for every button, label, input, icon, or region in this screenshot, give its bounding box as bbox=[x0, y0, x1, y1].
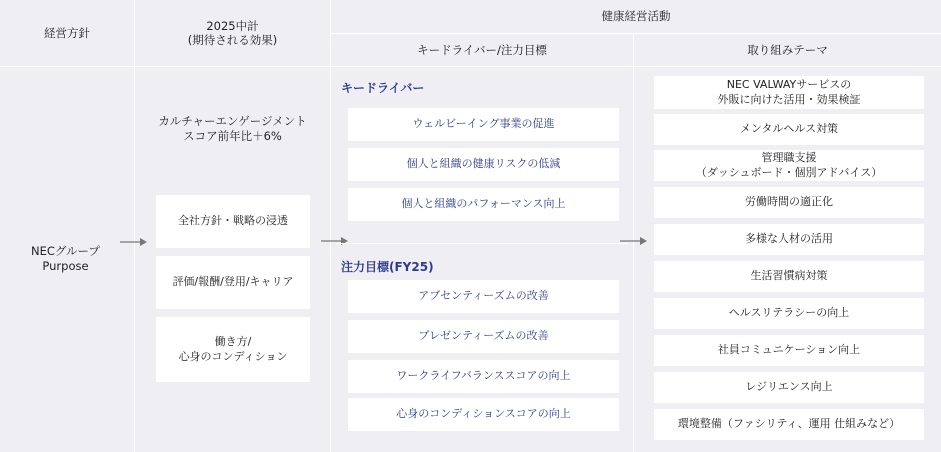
focus-goal-item: ワークライフバランススコアの向上 bbox=[348, 360, 619, 393]
header-divider bbox=[0, 66, 941, 67]
header-drivers: キードライバー/注力目標 bbox=[331, 34, 633, 66]
theme-item: レジリエンス向上 bbox=[654, 372, 924, 403]
header-themes: 取り組みテーマ bbox=[634, 34, 941, 66]
focus-goal-title: 注力目標(FY25) bbox=[341, 260, 434, 274]
key-driver-item: 個人と組織の健康リスクの低減 bbox=[348, 148, 619, 181]
arrow-right-icon bbox=[319, 235, 349, 247]
key-driver-item: 個人と組織のパフォーマンス向上 bbox=[348, 188, 619, 221]
nec-group-purpose: NECグループ Purpose bbox=[31, 244, 100, 273]
theme-item: NEC VALWAYサービスの 外販に向けた活用・効果検証 bbox=[654, 76, 924, 109]
theme-item: 管理職支援 （ダッシュボード・個別アドバイス） bbox=[654, 150, 924, 181]
theme-item: 多様な人材の活用 bbox=[654, 224, 924, 255]
midterm-effect-item: 全社方針・戦略の浸透 bbox=[156, 195, 310, 248]
arrow-right-icon bbox=[118, 236, 148, 248]
theme-item: 社員コミュニケーション向上 bbox=[654, 335, 924, 366]
midterm-effect-item: 働き方/ 心身のコンディション bbox=[156, 317, 310, 382]
header-midterm: 2025中計 (期待される効果) bbox=[135, 0, 330, 66]
arrow-right-icon bbox=[618, 235, 648, 247]
theme-item: メンタルヘルス対策 bbox=[654, 114, 924, 145]
focus-goal-item: 心身のコンディションスコアの向上 bbox=[348, 398, 619, 431]
column-divider bbox=[330, 0, 331, 452]
header-divider bbox=[331, 33, 941, 34]
theme-item: 環境整備（ファシリティ、運用 仕組みなど） bbox=[654, 409, 924, 440]
key-driver-item: ウェルビーイング事業の促進 bbox=[348, 108, 619, 141]
theme-item: 労働時間の適正化 bbox=[654, 187, 924, 218]
focus-goal-item: プレゼンティーズムの改善 bbox=[348, 320, 619, 353]
focus-goal-item: アブセンティーズムの改善 bbox=[348, 280, 619, 313]
theme-item: ヘルスリテラシーの向上 bbox=[654, 298, 924, 329]
header-activities: 健康経営活動 bbox=[331, 0, 941, 33]
midterm-headline: カルチャーエンゲージメント スコア前年比＋6% bbox=[158, 114, 307, 143]
midterm-effect-item: 評価/報酬/登用/キャリア bbox=[156, 256, 310, 309]
theme-item: 生活習慣病対策 bbox=[654, 261, 924, 292]
header-policy: 経営方針 bbox=[0, 0, 134, 66]
section-divider bbox=[336, 243, 628, 244]
key-driver-title: キードライバー bbox=[341, 81, 425, 95]
column-divider bbox=[134, 0, 135, 452]
